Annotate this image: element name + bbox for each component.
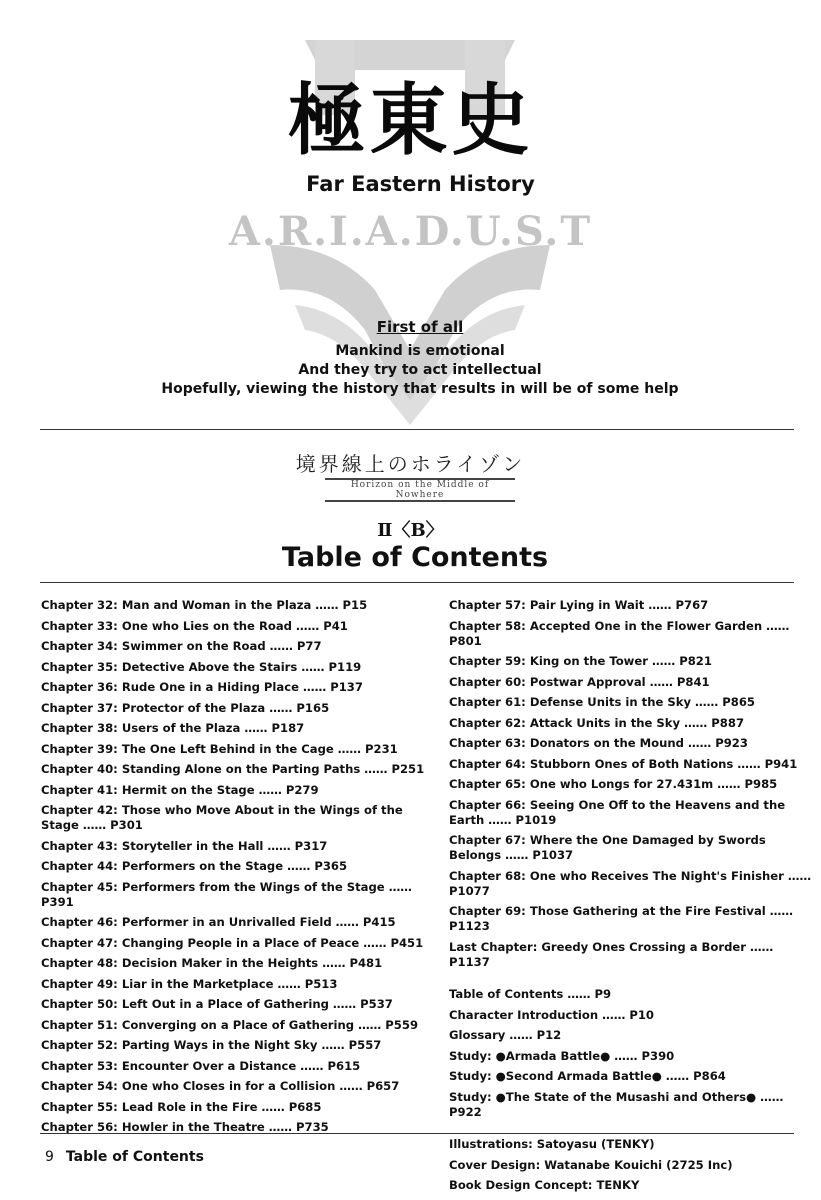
- toc-entry: Chapter 32: Man and Woman in the Plaza …… P15: [41, 598, 368, 612]
- toc-title: Table of Contents: [281, 542, 549, 573]
- toc-entry: Chapter 33: One who Lies on the Road …… P41: [41, 618, 348, 633]
- toc-entry: Chapter 56: Howler in the Theatre …… P735: [41, 1120, 329, 1134]
- toc-entry: Chapter 38: Users of the Plaza …… P187: [41, 721, 305, 735]
- divider-top: [40, 429, 794, 430]
- series-logo: 境界線上のホライゾン: [295, 452, 526, 476]
- english-title: Far Eastern History: [306, 172, 535, 196]
- credit-line: Cover Design: Watanabe Kouichi (2725 Inc): [449, 1157, 733, 1172]
- page-footer: [45, 1149, 204, 1165]
- toc-entry: Chapter 57: Pair Lying in Wait …… P767: [449, 598, 709, 612]
- toc-entry: Chapter 54: One who Closes in for a Collision …… P657: [41, 1079, 400, 1093]
- toc-entry: Chapter 35: Detective Above the Stairs …… P119: [41, 659, 362, 674]
- toc-entry: Chapter 44: Performers on the Stage …… P365: [41, 859, 348, 873]
- toc-entry: Chapter 61: Defense Units in the Sky …… P865: [449, 695, 755, 709]
- ariadust-watermark: A.R.I.A.D.U.S.T: [228, 208, 593, 255]
- toc-entry: Chapter 50: Left Out in a Place of Gathering …… P537: [41, 997, 393, 1011]
- toc-entry: Chapter 43: Storyteller in the Hall …… P317: [41, 838, 328, 853]
- toc-entry: Chapter 60: Postwar Approval …… P841: [449, 674, 710, 689]
- intro-section: [0, 318, 821, 399]
- toc-entry: Chapter 69: Those Gathering at the Fire Festival …… P1123: [449, 904, 793, 933]
- toc-entry: Chapter 45: Performers from the Wings of the Stage …… P391: [41, 879, 412, 909]
- toc-entry: Chapter 58: Accepted One in the Flower Garden …… P801: [449, 618, 790, 648]
- toc-right-column: [449, 598, 814, 1199]
- toc-entry: Chapter 39: The One Left Behind in the Cage …… P231: [41, 741, 398, 756]
- extra-entry: Study: ●Armada Battle● …… P390: [449, 1048, 675, 1063]
- toc-entry: Chapter 51: Converging on a Place of Gathering …… P559: [41, 1017, 419, 1032]
- toc-entry: Last Chapter: Greedy Ones Crossing a Border …… P1137: [449, 939, 774, 969]
- toc-entry: Chapter 42: Those who Move About in the Wings of the Stage …… P301: [41, 803, 403, 832]
- page-number: 9: [45, 1149, 54, 1165]
- toc-entry: Chapter 48: Decision Maker in the Heights …… P481: [41, 956, 383, 970]
- toc-entry: Chapter 46: Performer in an Unrivalled Field …… P415: [41, 915, 396, 929]
- toc-entry: Chapter 67: Where the One Damaged by Swords Belongs …… P1037: [449, 833, 766, 862]
- extra-entry: Study: ●The State of the Musashi and Others● …… P922: [449, 1089, 784, 1119]
- toc-left-column: [41, 598, 436, 1141]
- toc-entry: Chapter 47: Changing People in a Place of Peace …… P451: [41, 935, 424, 950]
- toc-entry: Chapter 68: One who Receives The Night's Finisher …… P1077: [449, 868, 812, 898]
- toc-entry: Chapter 55: Lead Role in the Fire …… P685: [41, 1099, 322, 1114]
- toc-entry: Chapter 52: Parting Ways in the Night Sky …… P557: [41, 1038, 382, 1052]
- credit-line: Book Design Concept: TENKY: [449, 1178, 640, 1192]
- series-logo-subtitle: Horizon on the Middle of Nowhere: [325, 478, 515, 502]
- toc-entry: Chapter 41: Hermit on the Stage …… P279: [41, 782, 319, 797]
- toc-entry: Chapter 36: Rude One in a Hiding Place …… P137: [41, 680, 363, 694]
- toc-entry: Chapter 62: Attack Units in the Sky …… P887: [449, 715, 745, 730]
- kanji-title: 極東史: [287, 75, 534, 166]
- intro-line: Hopefully, viewing the history that results in will be of some help: [161, 381, 679, 397]
- extra-entry: Glossary …… P12: [449, 1028, 562, 1042]
- intro-heading: First of all: [376, 318, 464, 336]
- credit-line: Illustrations: Satoyasu (TENKY): [449, 1137, 655, 1151]
- volume-label: Ⅱ〈B〉: [377, 520, 444, 541]
- toc-entry: Chapter 65: One who Longs for 27.431m …… P985: [449, 777, 778, 791]
- toc-entry: Chapter 63: Donators on the Mound …… P923: [449, 736, 748, 750]
- extra-entry: Table of Contents …… P9: [449, 987, 612, 1001]
- intro-line: And they try to act intellectual: [298, 362, 542, 378]
- toc-entry: Chapter 59: King on the Tower …… P821: [449, 654, 712, 668]
- toc-entry: Chapter 37: Protector of the Plaza …… P165: [41, 700, 330, 715]
- intro-line: Mankind is emotional: [335, 343, 505, 359]
- toc-entry: Chapter 49: Liar in the Marketplace …… P513: [41, 976, 338, 991]
- divider-bottom: [40, 1133, 794, 1134]
- toc-entry: Chapter 53: Encounter Over a Distance …… P615: [41, 1058, 361, 1073]
- footer-label: Table of Contents: [65, 1149, 204, 1165]
- toc-entry: Chapter 40: Standing Alone on the Parting Paths …… P251: [41, 762, 425, 776]
- toc-entry: Chapter 64: Stubborn Ones of Both Nations …… P941: [449, 756, 798, 771]
- extra-entry: Study: ●Second Armada Battle● …… P864: [449, 1069, 726, 1083]
- toc-entry: Chapter 66: Seeing One Off to the Heavens and the Earth …… P1019: [449, 797, 786, 827]
- divider-toc: [40, 582, 794, 583]
- toc-entry: Chapter 34: Swimmer on the Road …… P77: [41, 639, 322, 653]
- extra-entry: Character Introduction …… P10: [449, 1007, 655, 1022]
